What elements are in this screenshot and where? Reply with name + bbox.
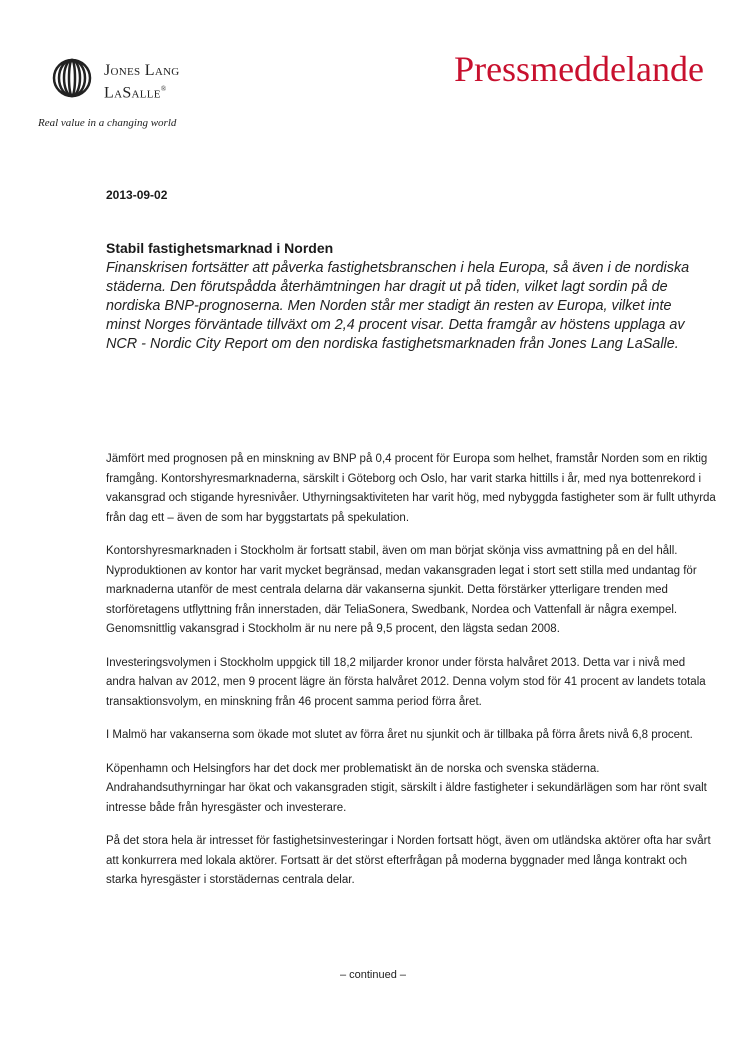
document-type-heading: Pressmeddelande bbox=[454, 49, 704, 89]
tagline: Real value in a changing world bbox=[38, 117, 177, 129]
lead-paragraph: Finanskrisen fortsätter att påverka fastighetsbranschen i hela Europa, så även i de nordiska städerna. Den förutspådda återhämtningen har dragit ut på tiden, vilket lagt sordin på de nordiska BNP-prognoserna. Men Norden står mer stadigt än resten av Europa, vilket inte minst Norges förväntade tillväxt om 2,4 procent visar. Detta framgår av höstens upplaga av NCR - Nordic City Report om den nordiska fastighetsmarknaden från Jones Lang LaSalle. bbox=[106, 260, 690, 352]
press-date: 2013-09-02 bbox=[106, 188, 168, 202]
logo-rings-icon bbox=[52, 58, 92, 98]
body-paragraph: Köpenhamn och Helsingfors har det dock mer problematiskt än de norska och svenska städerna. Andrahandsuthyrningar har ökat och vakansgraden stigit, särskilt i äldre fastigheter i sekundärlägen som har rönt svalt intresse både från hyresgäster och investerare. bbox=[106, 762, 707, 814]
continued-marker: – continued – bbox=[339, 969, 407, 981]
registered-mark: ® bbox=[160, 85, 167, 93]
company-logo bbox=[52, 58, 252, 100]
body-paragraph: Kontorshyresmarknaden i Stockholm är fortsatt stabil, även om man börjat skönja viss avmattning på en del håll. Nyproduktionen av kontor har varit mycket begränsad, medan vakansgraden legat i stort sett stilla med undantag för marknaderna utanför de mest centrala delarna där vakanserna sjunkit. Detta förstärker ytterligare trenden med storföretagens utflyttning från innerstaden, där TeliaSonera, Swedbank, Nordea och Vattenfall är några exempel. Genomsnittlig vakansgrad i Stockholm är nu nere på 9,5 procent, den lägsta sedan 2008. bbox=[106, 545, 697, 635]
press-title: Stabil fastighetsmarknad i Norden bbox=[106, 240, 334, 256]
body-paragraph: På det stora hela är intresset för fastighetsinvesteringar i Norden fortsatt högt, även om utländska aktörer ofta har svårt att konkurrera med lokala aktörer. Fortsatt är det störst efterfrågan på moderna byggnader med långa kontrakt och starka hyresgäster i storstädernas centrala delar. bbox=[106, 835, 711, 886]
body-text bbox=[106, 450, 716, 905]
body-paragraph: I Malmö har vakanserna som ökade mot slutet av förra året nu sjunkit och är tillbaka på förra årets nivå 6,8 procent. bbox=[106, 729, 693, 741]
body-paragraph: Jämfört med prognosen på en minskning av BNP på 0,4 procent för Europa som helhet, framstår Norden som en riktig framgång. Kontorshyresmarknaderna, särskilt i Göteborg och Oslo, har varit starka hittills i år, med nya bottenrekord i vakansgrad och stigande hyresnivåer. Uthyrningsaktiviteten har varit hög, med nybyggda fastigheter som är fullt uthyrda från dag ett – även de som har byggstartats på spekulation. bbox=[106, 453, 716, 524]
logo-line-1: Jones Lang bbox=[104, 62, 180, 79]
logo-wordmark bbox=[104, 62, 180, 102]
body-paragraph: Investeringsvolymen i Stockholm uppgick till 18,2 miljarder kronor under första halvåret 2013. Detta var i nivå med andra halvan av 2012, men 9 procent lägre än första halvåret 2012. Denna volym stod för 41 procent av landets totala transaktionsvolym, en minskning från 46 procent samma period förra året. bbox=[106, 656, 706, 708]
logo-line-2: LaSalle bbox=[104, 84, 161, 102]
